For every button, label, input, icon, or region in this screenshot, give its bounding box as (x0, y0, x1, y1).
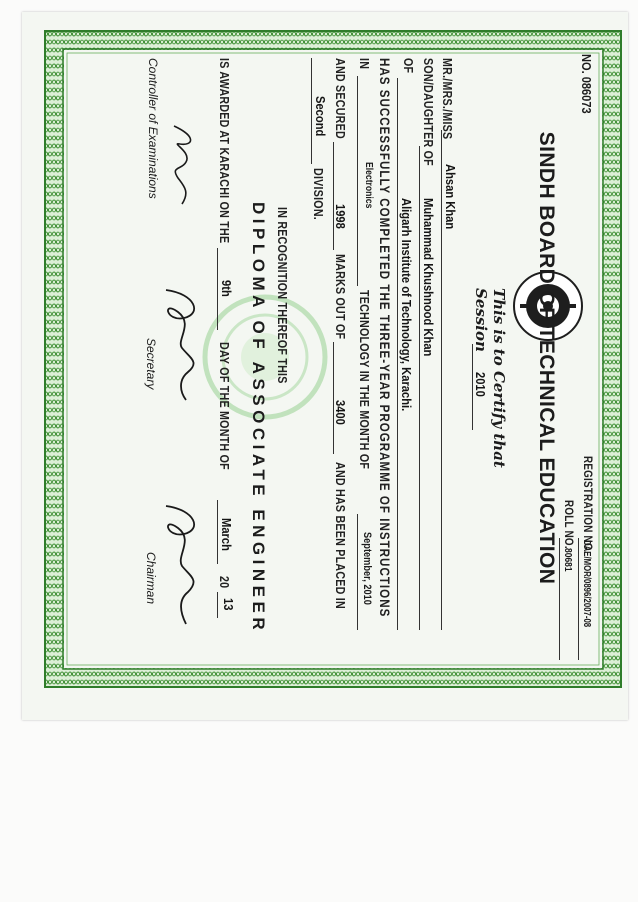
name-label: MR./MRS./MISS (440, 58, 455, 140)
month-completed-value: September, 2010 (361, 532, 373, 605)
session-value: 2010 (473, 372, 488, 397)
marks-out-of-label: MARKS OUT OF (333, 254, 348, 340)
recognition-text: IN RECOGNITION THEREOF THIS (275, 207, 290, 384)
controller-caption: Controller of Examinations (146, 58, 160, 199)
name-value: Ahsan Khan (443, 164, 458, 230)
division-underline (311, 58, 312, 164)
parent-label: SON/DAUGHTER OF (421, 58, 436, 166)
year-prefix: 20 (217, 576, 232, 589)
chairman-caption: Chairman (144, 552, 158, 605)
in-label: IN (357, 58, 372, 70)
name-underline (441, 130, 442, 630)
placed-text: AND HAS BEEN PLACED IN (333, 462, 348, 609)
month-completed-underline (357, 514, 358, 630)
technology-text: TECHNOLOGY IN THE MONTH OF (357, 290, 372, 470)
serial-number: 086073 (579, 76, 594, 114)
award-day-underline (217, 248, 218, 330)
registration-value: DAE/MOR/0896/2007-08 (581, 540, 592, 628)
discipline-underline (357, 76, 358, 286)
year-underline (217, 592, 218, 618)
awarded-text: IS AWARDED AT KARACHI ON THE (217, 58, 232, 244)
certify-text: This is to Certify that (490, 288, 508, 468)
discipline-value: Electronics (363, 162, 374, 209)
secured-label: AND SECURED (333, 58, 348, 139)
parent-underline (419, 146, 420, 630)
session-underline (472, 344, 473, 430)
total-marks-value: 3400 (333, 400, 348, 425)
chairman-signature (158, 500, 206, 630)
institute-value: Aligarh Institute of Technology, Karachi. (399, 198, 414, 412)
marks-value: 1998 (333, 204, 348, 229)
registration-underline (578, 538, 579, 660)
award-day-value: 9th (219, 280, 234, 297)
diploma-title: DIPLOMA OF ASSOCIATE ENGINEER (249, 202, 268, 635)
division-value: Second (313, 96, 328, 137)
parent-value: Muhammad Khushnood Khan (421, 198, 436, 357)
marks-underline (333, 142, 334, 250)
roll-label: ROLL NO. (562, 500, 576, 549)
registration-label: REGISTRATION NO. (581, 456, 595, 554)
certificate-rotated-content (70, 52, 598, 664)
roll-value: 80681 (562, 548, 573, 572)
total-marks-underline (333, 342, 334, 454)
day-of-month-text: DAY OF THE MONTH OF (217, 342, 232, 470)
institute-underline (397, 78, 398, 630)
roll-underline (559, 538, 560, 660)
award-month-value: March (219, 518, 234, 551)
year-suffix: 13 (221, 598, 236, 611)
serial-row (579, 54, 594, 114)
of-label: OF (401, 58, 416, 74)
secretary-signature (158, 284, 206, 404)
serial-label: NO. (579, 54, 594, 74)
division-label: DIVISION. (311, 168, 326, 220)
secretary-caption: Secretary (144, 338, 158, 390)
completed-text: HAS SUCCESSFULLY COMPLETED THE THREE-YEAR PROGRAMME OF INSTRUCTIONS (377, 58, 393, 618)
controller-signature (164, 122, 200, 212)
session-label: Session (472, 288, 490, 352)
certificate-body (70, 52, 598, 664)
award-month-underline (217, 500, 218, 564)
board-name-heading: SINDH BOARD OF TECHNICAL EDUCATION (535, 131, 558, 585)
